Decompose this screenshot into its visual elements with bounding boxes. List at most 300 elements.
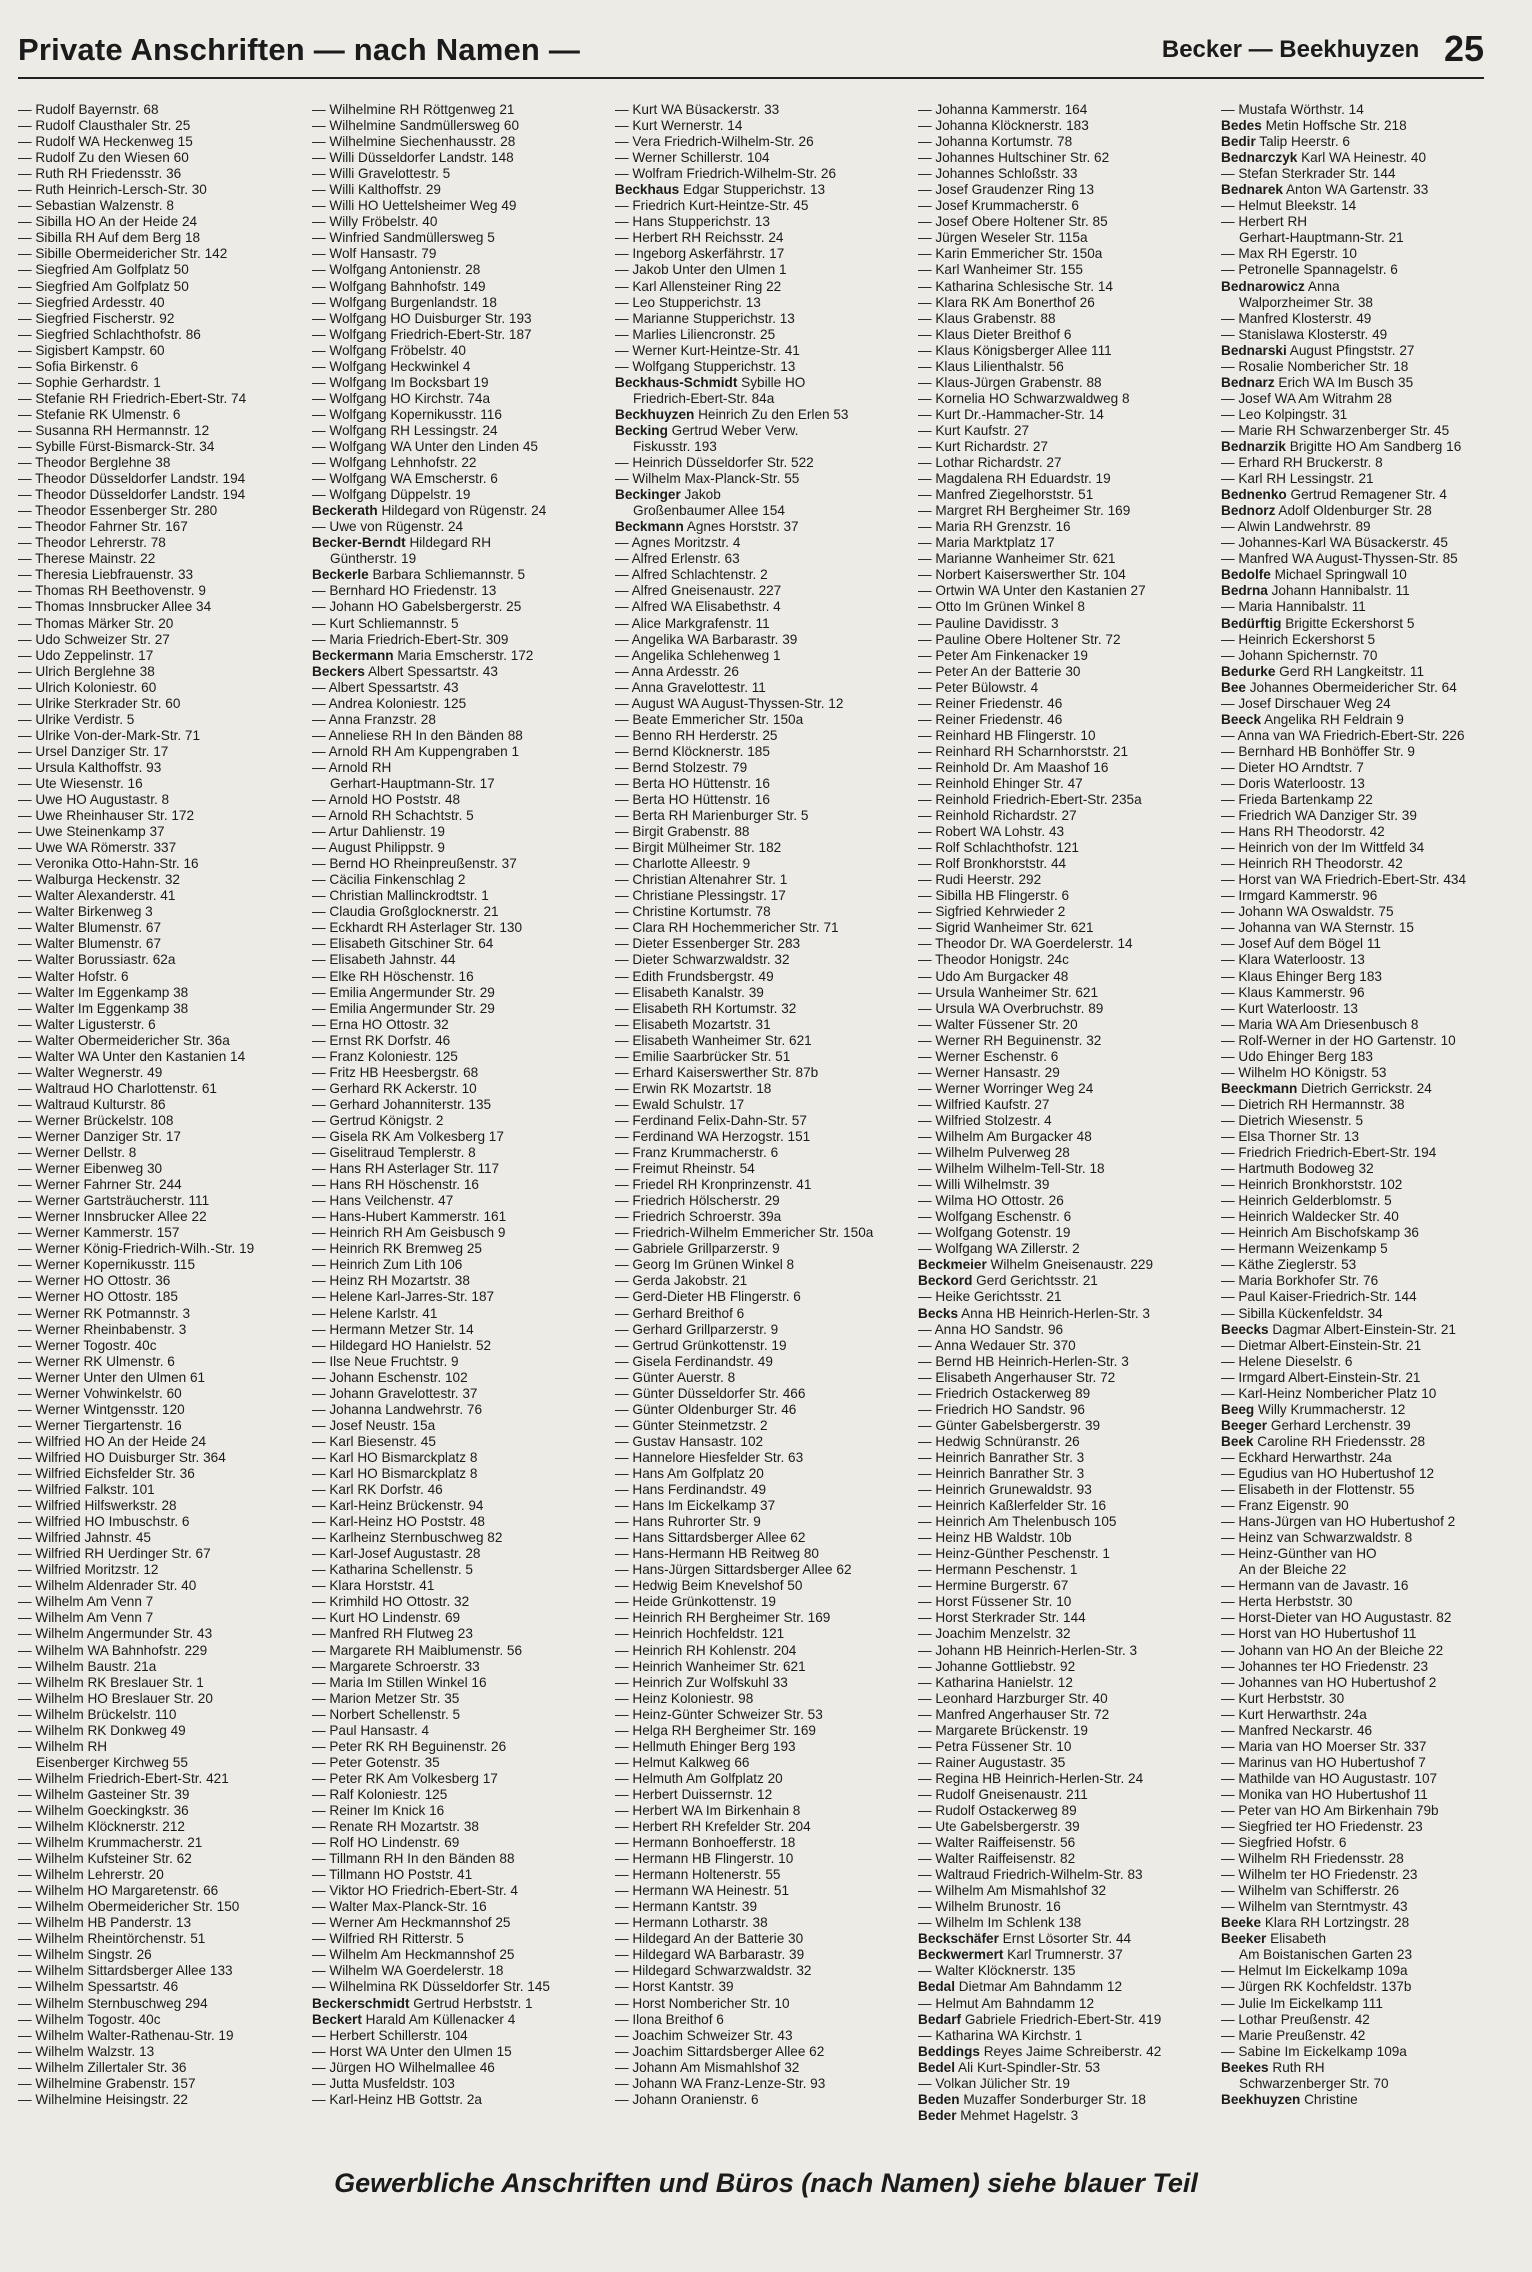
directory-entry: — Anna van WA Friedrich-Ebert-Str. 226 — [1221, 727, 1465, 743]
directory-entry: — Bernhard HO Friedenstr. 13 — [312, 583, 497, 599]
directory-entry: — Franz Eigenstr. 90 — [1221, 1498, 1349, 1514]
directory-entry: — Werner Rheinbabenstr. 3 — [18, 1321, 187, 1337]
directory-entry: Bedel Ali Kurt-Spindler-Str. 53 — [918, 2059, 1101, 2075]
directory-entry: — Walter Raiffeisenstr. 56 — [918, 1835, 1076, 1851]
directory-entry: Bednarski August Pfingststr. 27 — [1221, 342, 1415, 358]
directory-entry: — Helmut Kalkweg 66 — [615, 1754, 750, 1770]
directory-entry: — Udo Zeppelinstr. 17 — [18, 647, 154, 663]
directory-entry: — Werner Brückelstr. 108 — [18, 1112, 174, 1128]
directory-entry: — Heinrich RH Am Geisbusch 9 — [312, 1225, 506, 1241]
directory-entry: — Wolfgang Antonienstr. 28 — [312, 262, 481, 278]
directory-entry: — Reiner Friedenstr. 46 — [918, 695, 1063, 711]
directory-entry: — Dieter Schwarzwaldstr. 32 — [615, 952, 790, 968]
surname: Becking — [615, 422, 668, 438]
directory-entry: — Rudolf Clausthaler Str. 25 — [18, 118, 191, 134]
directory-entry: — Stefanie RK Ulmenstr. 6 — [18, 406, 181, 422]
directory-entry: — Leonhard Harzburger Str. 40 — [918, 1690, 1108, 1706]
directory-entry: — Claudia Großglocknerstr. 21 — [312, 904, 499, 920]
directory-entry: — Gerda Jakobstr. 21 — [615, 1273, 748, 1289]
directory-entry: — Wilhelmine Heisingstr. 22 — [18, 2091, 188, 2107]
directory-entry: — Mathilde van HO Augustastr. 107 — [1221, 1770, 1438, 1786]
directory-entry: — Wolfgang Lehnhofstr. 22 — [312, 455, 477, 471]
directory-entry: Beekes Ruth RH — [1221, 2059, 1325, 2075]
directory-entry: — Hildegard WA Barbarastr. 39 — [615, 1947, 805, 1963]
directory-entry: — Ilona Breithof 6 — [615, 2011, 724, 2027]
surname: Bedel — [918, 2059, 956, 2075]
directory-entry: — Wilfried Eichsfelder Str. 36 — [18, 1465, 195, 1481]
directory-entry: — Wilfried RH Ritterstr. 5 — [312, 1931, 464, 1947]
directory-entry: — Wilhelmina RK Düsseldorfer Str. 145 — [312, 1979, 550, 1995]
directory-entry: — Wilhelm Walzstr. 13 — [18, 2043, 155, 2059]
directory-entry: — Stefan Sterkrader Str. 144 — [1221, 166, 1396, 182]
directory-entry: Beckerath Hildegard von Rügenstr. 24 — [312, 503, 547, 519]
directory-entry: — Helmut Am Bahndamm 12 — [918, 1995, 1095, 2011]
directory-entry: — Hildegard HO Hanielstr. 52 — [312, 1337, 492, 1353]
surname: Bednenko — [1221, 487, 1287, 503]
surname: Bedarf — [918, 2011, 962, 2027]
directory-entry: — Rudolf Bayernstr. 68 — [18, 102, 159, 117]
directory-entry: — Julie Im Eickelkamp 111 — [1221, 1995, 1383, 2011]
directory-entry: — Anna HO Sandstr. 96 — [918, 1321, 1064, 1337]
directory-entry: — Wilhelm RK Donkweg 49 — [18, 1722, 186, 1738]
directory-entry: — Siegfried Ardesstr. 40 — [18, 294, 165, 310]
directory-entry: Gerhart-Hauptmann-Str. 21 — [1239, 230, 1404, 246]
directory-entry: — Siegfried ter HO Friedenstr. 23 — [1221, 1819, 1423, 1835]
directory-entry: — Alwin Landwehrstr. 89 — [1221, 519, 1371, 535]
directory-entry: — Pauline Davidisstr. 3 — [918, 615, 1059, 631]
directory-entry: — Werner Kurt-Heintze-Str. 41 — [615, 342, 800, 358]
directory-entry: Beckinger Jakob — [615, 487, 721, 503]
directory-entry: — Theodor Dr. WA Goerdelerstr. 14 — [918, 936, 1133, 952]
directory-entry: — Karl-Heinz HO Poststr. 48 — [312, 1514, 485, 1530]
directory-entry: Bedes Metin Hoffsche Str. 218 — [1221, 118, 1407, 134]
surname: Beeckmann — [1221, 1080, 1298, 1096]
directory-entry: — Albert Spessartstr. 43 — [312, 679, 459, 695]
directory-entry: — Gerhard Grillparzerstr. 9 — [615, 1321, 779, 1337]
directory-entry: — Wolf Hansastr. 79 — [312, 246, 437, 262]
directory-entry: — Hermann Peschenstr. 1 — [918, 1562, 1078, 1578]
directory-entry: — Wilhelm Sittardsberger Allee 133 — [18, 1963, 233, 1979]
directory-entry: — Heinrich von der Im Wittfeld 34 — [1221, 840, 1425, 856]
directory-entry: — Wilfried HO An der Heide 24 — [18, 1433, 207, 1449]
directory-entry: — Walter Borussiastr. 62a — [18, 952, 176, 968]
directory-entry: — Werner Tiergartenstr. 16 — [18, 1417, 182, 1433]
directory-entry: — Walter Raiffeisenstr. 82 — [918, 1851, 1076, 1867]
directory-entry: — Karl Biesenstr. 45 — [312, 1433, 436, 1449]
surname: Beckhuyzen — [615, 406, 695, 422]
directory-entry: — Waltraud Friedrich-Wilhelm-Str. 83 — [918, 1867, 1143, 1883]
directory-entry: — Gerhard RK Ackerstr. 10 — [312, 1080, 477, 1096]
surname: Beeger — [1221, 1417, 1268, 1433]
footer-notice: Gewerbliche Anschriften und Büros (nach Namen) siehe blauer Teil — [334, 2168, 1198, 2198]
directory-entry: — Peter RK Am Volkesberg 17 — [312, 1770, 498, 1786]
directory-entry: — Hans-Jürgen Sittardsberger Allee 62 — [615, 1562, 852, 1578]
directory-entry: — Marion Metzer Str. 35 — [312, 1690, 460, 1706]
directory-entry: Beeke Klara RH Lortzingstr. 28 — [1221, 1915, 1410, 1931]
directory-entry: — Heinz van Schwarzwaldstr. 8 — [1221, 1530, 1413, 1546]
directory-entry: — Waltraud Kulturstr. 86 — [18, 1096, 166, 1112]
directory-entry: — Frieda Bartenkamp 22 — [1221, 792, 1373, 808]
directory-entry: — Margret RH Bergheimer Str. 169 — [918, 503, 1131, 519]
directory-entry: — Hedwig Schnüranstr. 26 — [918, 1433, 1080, 1449]
directory-entry: — Sophie Gerhardstr. 1 — [18, 374, 161, 390]
directory-entry: — Wilhelm RH — [18, 1738, 108, 1754]
directory-entry: Beckermann Maria Emscherstr. 172 — [312, 647, 534, 663]
directory-entry: — Kurt Herwarthstr. 24a — [1221, 1706, 1367, 1722]
directory-entry: — Günter Steinmetzstr. 2 — [615, 1417, 768, 1433]
directory-entry: — Anneliese RH In den Bänden 88 — [312, 727, 523, 743]
directory-entry: — Horst Füssener Str. 10 — [918, 1594, 1072, 1610]
directory-entry: — Kornelia HO Schwarzwaldweg 8 — [918, 390, 1130, 406]
directory-entry: — Hans-Hubert Kammerstr. 161 — [312, 1209, 507, 1225]
directory-entry: — Wilhelm Am Burgacker 48 — [918, 1129, 1092, 1144]
directory-entry: — Christine Kortumstr. 78 — [615, 904, 771, 920]
directory-entry: — Herbert Schillerstr. 104 — [312, 2027, 468, 2043]
directory-entry: — Georg Im Grünen Winkel 8 — [615, 1257, 795, 1273]
directory-entry: — Herbert RH Krefelder Str. 204 — [615, 1819, 811, 1835]
range-indicator — [1162, 36, 1484, 64]
directory-entry: — Wolfgang Kopernikusstr. 116 — [312, 406, 502, 422]
directory-entry: — Emilia Angermunder Str. 29 — [312, 1000, 495, 1016]
directory-entry: — Elisabeth RH Kortumstr. 32 — [615, 1000, 797, 1016]
directory-entry: Bednorz Adolf Oldenburger Str. 28 — [1221, 503, 1432, 519]
directory-entry: — Elisabeth Wanheimer Str. 621 — [615, 1032, 812, 1048]
surname: Bednarowicz — [1221, 278, 1305, 294]
directory-entry: — Wolfgang Stupperichstr. 13 — [615, 358, 796, 374]
directory-entry: — Eckhard Herwarthstr. 24a — [1221, 1449, 1392, 1465]
directory-entry: — Kurt Schliemannstr. 5 — [312, 615, 459, 631]
directory-entry: An der Bleiche 22 — [1239, 1562, 1347, 1578]
directory-entry: Am Boistanischen Garten 23 — [1239, 1947, 1413, 1963]
directory-entry: — Renate RH Mozartstr. 38 — [312, 1819, 479, 1835]
directory-entry: Beddings Reyes Jaime Schreiberstr. 42 — [918, 2043, 1162, 2059]
directory-entry: — Elisabeth Kanalstr. 39 — [615, 984, 764, 1000]
directory-entry: Becks Anna HB Heinrich-Herlen-Str. 3 — [918, 1305, 1150, 1321]
directory-entry: — Werner Kammerstr. 157 — [18, 1225, 180, 1241]
directory-entry: — Theodor Essenberger Str. 280 — [18, 503, 218, 519]
directory-entry: — Wilhelm HB Panderstr. 13 — [18, 1915, 192, 1931]
directory-entry: — Uwe Steinenkamp 37 — [18, 824, 165, 840]
surname: Beckhaus — [615, 182, 680, 198]
directory-entry: Beckord Gerd Gerichtsstr. 21 — [918, 1273, 1098, 1289]
directory-entry: — Hermann van de Javastr. 16 — [1221, 1578, 1409, 1594]
directory-entry: Schwarzenberger Str. 70 — [1239, 2075, 1389, 2091]
directory-entry: — Reinhold Ehinger Str. 47 — [918, 775, 1083, 791]
directory-entry: — Ute Gabelsbergerstr. 39 — [918, 1819, 1080, 1835]
directory-entry: — Rudi Heerstr. 292 — [918, 872, 1042, 888]
directory-entry: — Johann Gravelottestr. 37 — [312, 1385, 478, 1401]
directory-entry: — Johann Oranienstr. 6 — [615, 2091, 759, 2107]
directory-entry: — Johann WA Franz-Lenze-Str. 93 — [615, 2075, 826, 2091]
directory-entry: — Uwe WA Römerstr. 337 — [18, 840, 177, 856]
surname: Bednorz — [1221, 503, 1276, 519]
surname: Becks — [918, 1305, 959, 1321]
directory-entry: — Wilhelm Am Heckmannshof 25 — [312, 1947, 515, 1963]
directory-entry: Becking Gertrud Weber Verw. — [615, 422, 799, 438]
directory-entry: — Bernd Klöcknerstr. 185 — [615, 743, 770, 759]
directory-entry: — Arnold HO Poststr. 48 — [312, 792, 461, 808]
directory-entry: — Maria Friedrich-Ebert-Str. 309 — [312, 631, 509, 647]
directory-entry: — Heinrich Zur Wolfskuhl 33 — [615, 1674, 788, 1690]
directory-entry: — Heinrich Bronkhorststr. 102 — [1221, 1177, 1403, 1193]
directory-entry: — Kurt HO Lindenstr. 69 — [312, 1610, 461, 1626]
directory-entry: — Andrea Koloniestr. 125 — [312, 695, 467, 711]
directory-entry: — August Philippstr. 9 — [312, 840, 445, 856]
directory-entry: — Klaus Grabenstr. 88 — [918, 310, 1056, 326]
directory-entry: — Ferdinand WA Herzogstr. 151 — [615, 1129, 811, 1144]
directory-entry: — Hermann Lotharstr. 38 — [615, 1915, 768, 1931]
directory-entry: — Manfred WA August-Thyssen-Str. 85 — [1221, 551, 1458, 567]
directory-entry: — Werner Danziger Str. 17 — [18, 1129, 181, 1144]
directory-entry: — Manfred Angerhauser Str. 72 — [918, 1706, 1110, 1722]
page-header — [18, 30, 1484, 74]
directory-entry: — Käthe Zieglerstr. 53 — [1221, 1257, 1357, 1273]
directory-entry: — Ewald Schulstr. 17 — [615, 1096, 745, 1112]
directory-entry: — Vera Friedrich-Wilhelm-Str. 26 — [615, 134, 814, 150]
directory-entry: — Marianne Stupperichstr. 13 — [615, 310, 795, 326]
directory-entry: — Magdalena RH Eduardstr. 19 — [918, 471, 1111, 487]
directory-entry: — Theodor Lehrerstr. 78 — [18, 535, 166, 551]
directory-entry: — Manfred Neckarstr. 46 — [1221, 1722, 1373, 1738]
directory-entry: — Ursel Danziger Str. 17 — [18, 743, 169, 759]
directory-entry: — Peter van HO Am Birkenhain 79b — [1221, 1802, 1439, 1818]
directory-entry: — Wilfried Stolzestr. 4 — [918, 1112, 1052, 1128]
directory-entry: — Berta RH Marienburger Str. 5 — [615, 808, 809, 824]
directory-entry: — Alfred Schlachtenstr. 2 — [615, 567, 768, 583]
surname: Beeg — [1221, 1401, 1255, 1417]
directory-entry: — Peter Bülowstr. 4 — [918, 679, 1039, 695]
directory-entry: — Reinhold Dr. Am Maashof 16 — [918, 759, 1109, 775]
directory-entry: — Reinhold Friedrich-Ebert-Str. 235a — [918, 792, 1142, 808]
directory-entry: — August WA August-Thyssen-Str. 12 — [615, 695, 844, 711]
directory-entry: — Werner Schillerstr. 104 — [615, 150, 770, 166]
directory-entry: — Agnes Moritzstr. 4 — [615, 535, 741, 551]
directory-entry: — Marinus van HO Hubertushof 7 — [1221, 1754, 1426, 1770]
directory-entry: — Ernst RK Dorfstr. 46 — [312, 1032, 451, 1048]
directory-entry: — Wilfried Kaufstr. 27 — [918, 1096, 1050, 1112]
directory-entry: — Jürgen RK Kochfeldstr. 137b — [1221, 1979, 1412, 1995]
directory-entry: — Hans Am Golfplatz 20 — [615, 1465, 764, 1481]
directory-entry: — Alfred Gneisenaustr. 227 — [615, 583, 782, 599]
directory-entry: — Johann WA Oswaldstr. 75 — [1221, 904, 1394, 920]
directory-entry: — Ulrich Koloniestr. 60 — [18, 679, 157, 695]
directory-entry: Beckmeier Wilhelm Gneisenaustr. 229 — [918, 1257, 1154, 1273]
directory-entry: — Heinrich Grunewaldstr. 93 — [918, 1482, 1092, 1498]
directory-entry: — Walter Birkenweg 3 — [18, 904, 153, 920]
directory-entry: — Horst van HO Hubertushof 11 — [1221, 1626, 1417, 1642]
directory-entry: — Heinrich RK Bremweg 25 — [312, 1241, 482, 1257]
directory-entry: — Walter Hofstr. 6 — [18, 968, 129, 984]
directory-entry: — Erwin RK Mozartstr. 18 — [615, 1080, 772, 1096]
directory-entry: — Kurt Waterloostr. 13 — [1221, 1000, 1358, 1016]
directory-entry: — Clara RH Hochemmericher Str. 71 — [615, 920, 839, 936]
directory-entry: — Dietmar Albert-Einstein-Str. 21 — [1221, 1337, 1422, 1353]
directory-entry: — Wilfried HO Duisburger Str. 364 — [18, 1449, 226, 1465]
directory-entry: — Karin Emmericher Str. 150a — [918, 246, 1103, 262]
directory-entry: — Friedrich WA Danziger Str. 39 — [1221, 808, 1417, 824]
directory-entry: — Wilhelm Kufsteiner Str. 62 — [18, 1851, 192, 1867]
directory-entry: — Wolfgang WA Emscherstr. 6 — [312, 471, 498, 487]
directory-entry: — Wilhelm van Schifferstr. 26 — [1221, 1883, 1400, 1899]
directory-entry: — Gertrud Grünkottenstr. 19 — [615, 1337, 787, 1353]
directory-entry: — Wilhelm ter HO Friedenstr. 23 — [1221, 1867, 1418, 1883]
directory-entry: — Ursula WA Overbruchstr. 89 — [918, 1000, 1104, 1016]
directory-entry: — Johannes ter HO Friedenstr. 23 — [1221, 1658, 1429, 1674]
directory-entry: — Wilhelm RH Friedensstr. 28 — [1221, 1851, 1404, 1867]
directory-entry: — Paul Kaiser-Friedrich-Str. 144 — [1221, 1289, 1417, 1305]
directory-entry: — Dieter Essenberger Str. 283 — [615, 936, 801, 952]
directory-entry: — Wilhelm HO Königstr. 53 — [1221, 1064, 1387, 1080]
directory-entry: — Werner Togostr. 40c — [18, 1337, 157, 1353]
column-5 — [1221, 102, 1513, 2108]
directory-entry: — Elisabeth Gitschiner Str. 64 — [312, 936, 494, 952]
directory-entry: — Wilhelm HO Breslauer Str. 20 — [18, 1690, 213, 1706]
directory-entry: — Ruth RH Friedensstr. 36 — [18, 166, 182, 182]
directory-entry: — Helene Dieselstr. 6 — [1221, 1353, 1353, 1369]
directory-entry: — Wilhelm Togostr. 40c — [18, 2011, 161, 2027]
directory-entry: — Joachim Menzelstr. 32 — [918, 1626, 1071, 1642]
surname: Beckwermert — [918, 1947, 1004, 1963]
directory-entry: — Veronika Otto-Hahn-Str. 16 — [18, 856, 199, 872]
directory-entry: — Bernd Stolzestr. 79 — [615, 759, 748, 775]
directory-entry: — Ursula Kalthoffstr. 93 — [18, 759, 162, 775]
directory-entry: — Karl HO Bismarckplatz 8 — [312, 1449, 478, 1465]
directory-entry: — Wolfgang Burgenlandstr. 18 — [312, 294, 497, 310]
directory-entry: — Sibilla Kückenfeldstr. 34 — [1221, 1305, 1383, 1321]
surname: Bedurke — [1221, 663, 1276, 679]
directory-entry: — Arnold RH Am Kuppengraben 1 — [312, 743, 520, 759]
directory-entry: — Hans Sittardsberger Allee 62 — [615, 1530, 806, 1546]
directory-entry: — Werner HO Ottostr. 185 — [18, 1289, 178, 1305]
directory-entry: Bedir Talip Heerstr. 6 — [1221, 134, 1350, 150]
directory-entry: — Theodor Fahrner Str. 167 — [18, 519, 188, 535]
directory-entry: Beden Muzaffer Sonderburger Str. 18 — [918, 2091, 1146, 2107]
directory-entry: — Sibille Obermeidericher Str. 142 — [18, 246, 228, 262]
directory-entry: — Johanna Kammerstr. 164 — [918, 102, 1088, 117]
directory-entry: — Heike Gerichtsstr. 21 — [918, 1289, 1062, 1305]
directory-entry: Bednarzik Brigitte HO Am Sandberg 16 — [1221, 438, 1462, 454]
directory-entry: — Friedrich Hölscherstr. 29 — [615, 1193, 780, 1209]
directory-entry: — Heinz Koloniestr. 98 — [615, 1690, 754, 1706]
directory-entry: — Udo Am Burgacker 48 — [918, 968, 1069, 984]
directory-entry: — Eckhardt RH Asterlager Str. 130 — [312, 920, 523, 936]
directory-entry: — Kurt Kaufstr. 27 — [918, 422, 1030, 438]
directory-entry: — Werner Vohwinkelstr. 60 — [18, 1385, 182, 1401]
directory-entry: — Dietrich Wiesenstr. 5 — [1221, 1112, 1364, 1128]
directory-entry: — Karl Allensteiner Ring 22 — [615, 278, 782, 294]
directory-entry: — Josef Neustr. 15a — [312, 1417, 436, 1433]
directory-entry: — Karl-Josef Augustastr. 28 — [312, 1546, 481, 1562]
directory-entry: — Johann Am Mismahlshof 32 — [615, 2059, 800, 2075]
directory-entry: — Hellmuth Ehinger Berg 193 — [615, 1738, 796, 1754]
surname: Bednarczyk — [1221, 150, 1298, 166]
directory-entry: — Werner HO Ottostr. 36 — [18, 1273, 171, 1289]
directory-entry: Beeck Angelika RH Feldrain 9 — [1221, 711, 1404, 727]
directory-entry: — Karl Wanheimer Str. 155 — [918, 262, 1083, 278]
directory-entry: — Wilhelmine RH Röttgenweg 21 — [312, 102, 515, 117]
directory-entry: — Uwe von Rügenstr. 24 — [312, 519, 464, 535]
directory-entry: — Wilfried RH Uerdinger Str. 67 — [18, 1546, 211, 1562]
directory-entry: — Werner Unter den Ulmen 61 — [18, 1369, 206, 1385]
directory-entry: — Wolfgang HO Kirchstr. 74a — [312, 390, 491, 406]
directory-entry: — Ulrich Berglehne 38 — [18, 663, 155, 679]
directory-entry: — Susanna RH Hermannstr. 12 — [18, 422, 210, 438]
directory-entry: — Hans Ruhrorter Str. 9 — [615, 1514, 761, 1530]
surname: Beckerath — [312, 503, 378, 519]
directory-entry: — Hermine Burgerstr. 67 — [918, 1578, 1069, 1594]
directory-entry: — Beate Emmericher Str. 150a — [615, 711, 804, 727]
directory-entry: — Thomas Märker Str. 20 — [18, 615, 174, 631]
surname: Bee — [1221, 679, 1246, 695]
directory-entry: — Wilhelm HO Margaretenstr. 66 — [18, 1883, 219, 1899]
directory-entry: — Klara RK Am Bonerthof 26 — [918, 294, 1095, 310]
directory-entry: — Kurt Herbststr. 30 — [1221, 1690, 1345, 1706]
directory-entry: — Egudius van HO Hubertushof 12 — [1221, 1465, 1435, 1481]
directory-entry: — Rolf HO Lindenstr. 69 — [312, 1835, 460, 1851]
directory-entry: — Johann HO Gabelsbergerstr. 25 — [312, 599, 522, 615]
directory-entry: — Wolfgang Düppelstr. 19 — [312, 487, 471, 503]
directory-entry: — Wilhelm RK Breslauer Str. 1 — [18, 1674, 204, 1690]
directory-entry: — Werner König-Friedrich-Wilh.-Str. 19 — [18, 1241, 255, 1257]
directory-entry: — Manfred Klosterstr. 49 — [1221, 310, 1372, 326]
directory-entry: Bednenko Gertrud Remagener Str. 4 — [1221, 487, 1447, 503]
directory-entry: — Hans RH Theodorstr. 42 — [1221, 824, 1385, 840]
directory-entry: — Maria Im Stillen Winkel 16 — [312, 1674, 487, 1690]
directory-entry: — Johanne Gottliebstr. 92 — [918, 1658, 1076, 1674]
directory-entry: — Wilhelm Angermunder Str. 43 — [18, 1626, 213, 1642]
directory-entry: — Karlheinz Sternbuschweg 82 — [312, 1530, 503, 1546]
directory-entry: — Wolfgang Fröbelstr. 40 — [312, 342, 466, 358]
directory-entry: — Günter Auerstr. 8 — [615, 1369, 736, 1385]
directory-entry: — Gertrud Königstr. 2 — [312, 1112, 444, 1128]
directory-entry: — Bernhard HB Bonhöffer Str. 9 — [1221, 743, 1415, 759]
directory-entry: — Arnold RH Schachtstr. 5 — [312, 808, 474, 824]
directory-entry: — Erhard RH Bruckerstr. 8 — [1221, 455, 1383, 471]
directory-entry: — Walter Obermeidericher Str. 36a — [18, 1032, 230, 1048]
directory-entry: — Heinrich Banrather Str. 3 — [918, 1449, 1085, 1465]
directory-entry: — Hedwig Beim Knevelshof 50 — [615, 1578, 803, 1594]
directory-entry: — Maria Borkhofer Str. 76 — [1221, 1273, 1379, 1289]
directory-entry: — Bernd HB Heinrich-Herlen-Str. 3 — [918, 1353, 1129, 1369]
directory-entry: — Arnold RH — [312, 759, 392, 775]
directory-entry: — Franz Krummacherstr. 6 — [615, 1145, 779, 1161]
directory-entry: Walporzheimer Str. 38 — [1239, 294, 1373, 310]
directory-entry: — Robert WA Lohstr. 43 — [918, 824, 1065, 840]
page-number: 25 — [1443, 28, 1484, 69]
directory-entry: — Peter RK RH Beguinenstr. 26 — [312, 1738, 507, 1754]
directory-entry: — Wolfgang WA Zillerstr. 2 — [918, 1241, 1080, 1257]
directory-entry: — Norbert Kaiserswerther Str. 104 — [918, 567, 1126, 583]
directory-entry: — Heinz RH Mozartstr. 38 — [312, 1273, 470, 1289]
directory-entry: — Klaus Ehinger Berg 183 — [1221, 968, 1382, 984]
directory-entry: — Wilhelm Friedrich-Ebert-Str. 421 — [18, 1770, 229, 1786]
directory-entry: — Sabine Im Eickelkamp 109a — [1221, 2043, 1407, 2059]
directory-entry: — Wolfgang Bahnhofstr. 149 — [312, 278, 486, 294]
directory-entry: — Wilfried Hilfswerkstr. 28 — [18, 1498, 177, 1514]
directory-entry: — Uwe HO Augustastr. 8 — [18, 792, 170, 808]
directory-entry: — Hans Ferdinandstr. 49 — [615, 1482, 767, 1498]
directory-entry: — Ortwin WA Unter den Kastanien 27 — [918, 583, 1146, 599]
directory-entry: — Rolf-Werner in der HO Gartenstr. 10 — [1221, 1032, 1456, 1048]
directory-entry: — Doris Waterloostr. 13 — [1221, 775, 1365, 791]
surname: Bedal — [918, 1979, 956, 1995]
directory-entry: — Reinhold Richardstr. 27 — [918, 808, 1077, 824]
directory-entry: — Walter Blumenstr. 67 — [18, 936, 162, 952]
directory-entry: — Heinrich Banrather Str. 3 — [918, 1465, 1085, 1481]
directory-entry: — Rudolf Zu den Wiesen 60 — [18, 150, 189, 166]
directory-entry: — Wolfram Friedrich-Wilhelm-Str. 26 — [615, 166, 837, 182]
directory-entry: — Willi Kalthoffstr. 29 — [312, 182, 441, 198]
